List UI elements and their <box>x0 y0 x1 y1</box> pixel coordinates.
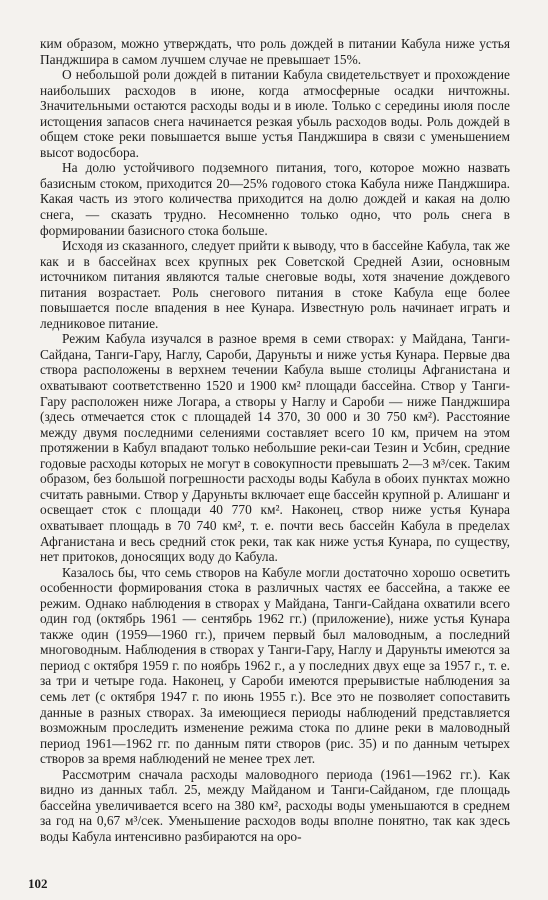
paragraph-gauging-sites: Режим Кабула изучался в разное время в семи створах: у Майдана, Танги-Сайдана, Танги-Гару, Наглу, Сароби, Даруньты и ниже устья Кунара. Первые два створа расположены в верхнем течении Кабула выше столицы Афганистана и охватывают соответственно 1520 и 1900 км² площади бассейна. Створ у Танги-Гару расположен ниже Логара, а створы у Наглу и Сароби — ниже Панджшира (здесь отмечается сток с площадей 14 370, 30 000 и 30 750 км²). Расстояние между двумя последними селениями составляет всего 10 км, причем на этом протяжении в Кабул впадают только небольшие реки-саи Тезин и Усбин, средние годовые расходы которых не могут в совокупности превышать 2—3 м³/сек. Таким образом, без большой погрешности расходы воды Кабула в обоих пунктах можно считать равными. Створ у Даруньты включает еще бассейн крупной р. Алишанг и освещает сток с площади 40 770 км². Наконец, створ ниже устья Кунара охватывает площадь в 70 740 км², т. е. почти весь бассейн Кабула в пределах Афганистана и весь средний сток реки, так как ниже устья Кунара, по существу, нет притоков, доносящих воду до Кабула. <box>40 331 510 565</box>
page-number: 102 <box>28 876 48 891</box>
paragraph-observations: Казалось бы, что семь створов на Кабуле могли достаточно хорошо осветить особенности формирования стока в различных частях ее бассейна, а также ее режим. Однако наблюдения в створах у Майдана, Танги-Сайдана охватили всего один год (октябрь 1961 — сентябрь 1962 гг.) (приложение), ниже устья Кунара также один (1959—1960 гг.), причем первый был маловодным, а последний многоводным. Наблюдения в створах у Танги-Гару, Наглу и Даруньты имеются за период с октября 1959 г. по ноябрь 1962 г., а у последних двух еще за 1957 г., т. е. за три и четыре года. Наконец, у Сароби имеются прерывистые наблюдения за семь лет (с октября 1947 г. по июнь 1955 г.). Все это не позволяет сопоставить данные в разных створах. За имеющиеся периоды наблюдений представляется возможным проследить изменение режима стока по длине реки в маловодный период 1961—1962 гг. по данным пяти створов (рис. 35) и по данным четырех створов за время наблюдений не менее трех лет. <box>40 564 510 767</box>
paragraph-conclusion: Исходя из сказанного, следует прийти к выводу, что в бассейне Кабула, так же как и в бассейнах всех крупных рек Советской Средней Азии, основным источником питания являются талые снеговые воды, хотя значение дождевого питания возрастает. Роль снегового питания в стоке Кабула еще более повышается после впадения в нее Кунара. Известную роль начинает играть и ледниковое питание. <box>40 238 510 331</box>
paragraph-low-water: Рассмотрим сначала расходы маловодного периода (1961—1962 гг.). Как видно из данных табл. 25, между Майданом и Танги-Сайданом, где площадь бассейна увеличивается всего на 380 км², расходы воды уменьшаются в среднем за год на 0,67 м³/сек. Уменьшение расходов воды вполне понятно, так как здесь воды Кабула интенсивно разбираются на оро- <box>40 766 510 844</box>
paragraph-base-flow: На долю устойчивого подземного питания, того, которое можно назвать базисным стоком, приходится 20—25% годового стока Кабула ниже Панджшира. Какая часть из этого количества приходится на долю дождей и какая на долю снега, — сказать трудно. Несомненно только одно, что роль снега в формировании базисного стока больше. <box>40 160 510 238</box>
paragraph-continuation: ким образом, можно утверждать, что роль дождей в питании Кабула ниже устья Панджшира в самом лучшем случае не превышает 15%. <box>40 36 510 67</box>
paragraph-rain-role: О небольшой роли дождей в питании Кабула свидетельствует и прохождение наибольших расходов в июне, когда атмосферные осадки ничтожны. Значительными остаются расходы воды и в июле. Только с середины июля после истощения запасов снега начинается резкая убыль расходов воды. Роль дождей в общем стоке реки повышается выше устья Панджшира в связи с уменьшением высот водосбора. <box>40 67 510 160</box>
